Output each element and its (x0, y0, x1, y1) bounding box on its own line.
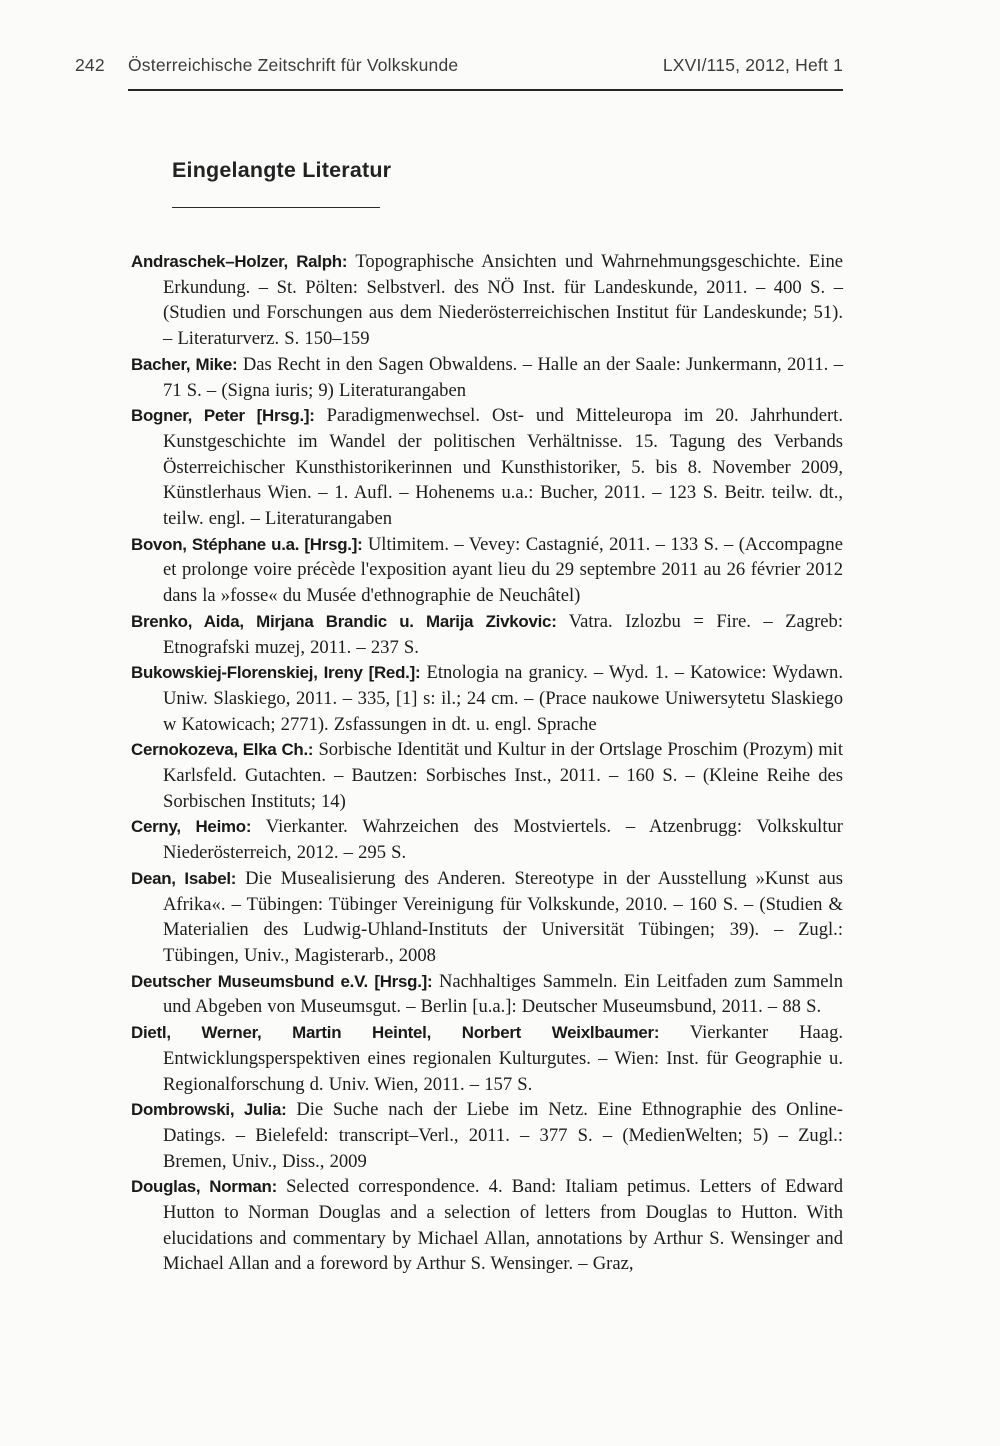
entry-text: Etnologia na granicy. – Wyd. 1. – Katowice: Wydawn. Uniw. Slaskiego, 2011. – 335, [1] s: il.; 24 cm. – (Prace naukowe Uniwersytetu Slaskiego w Katowicach; 2771). Zsfassungen in dt. u. engl. Sprache (163, 662, 843, 735)
entry-author: Dombrowski, Julia: (131, 1100, 287, 1120)
entry-author: Deutscher Museumsbund e.V. [Hrsg.]: (131, 971, 433, 991)
bibliography-entry (131, 866, 843, 969)
bibliography-entry (131, 352, 843, 403)
bibliography-entry (131, 969, 843, 1020)
entry-text: Sorbische Identität und Kultur in der Ortslage Proschim (Prozym) mit Karlsfeld. Gutachten. – Bautzen: Sorbisches Inst., 2011. – 160 S. – (Kleine Reihe des Sorbischen Instituts; 14) (163, 739, 844, 812)
bibliography-entry (131, 249, 843, 352)
entry-text: Vierkanter. Wahrzeichen des Mostviertels. – Atzenbrugg: Volkskultur Niederösterreich, 2012. – 295 S. (163, 816, 843, 864)
bibliography-entry (131, 1020, 843, 1097)
entry-author: Dean, Isabel: (131, 868, 237, 888)
bibliography-entry (131, 403, 843, 532)
entry-author: Andraschek–Holzer, Ralph: (131, 252, 348, 271)
bibliography-entries (131, 249, 843, 1277)
bibliography-entry (131, 814, 843, 865)
bibliography-entry (131, 737, 843, 814)
bibliography-entry (131, 609, 843, 660)
entry-text: Das Recht in den Sagen Obwaldens. – Halle an der Saale: Junkermann, 2011. – 71 S. – (Signa iuris; 9) Literaturangaben (163, 353, 843, 401)
entry-text: Topographische Ansichten und Wahrnehmungsgeschichte. Eine Erkundung. – St. Pölten: Selbstverl. des NÖ Inst. für Landeskunde, 2011. – 400 S. – (Studien und Forschungen aus dem Niederösterreichischen Institut für Landeskunde; 51). – Literaturverz. S. 150–159 (163, 251, 843, 350)
page-number: 242 (75, 55, 105, 75)
entry-author: Cernokozeva, Elka Ch.: (131, 740, 314, 760)
issue-info: LXVI/115, 2012, Heft 1 (662, 55, 843, 75)
section-title-underline (172, 207, 380, 208)
entry-author: Bacher, Mike: (131, 354, 238, 374)
entry-author: Bovon, Stéphane u.a. [Hrsg.]: (131, 534, 363, 554)
entry-text: Ultimitem. – Vevey: Castagnié, 2011. – 133 S. – (Accompagne et prolonge voire précède l'exposition ayant lieu du 29 septembre 2011 au 26 février 2012 dans la »fosse« du Musée d'ethnographie de Neuchâtel) (163, 533, 843, 607)
entry-text: Die Suche nach der Liebe im Netz. Eine Ethnographie des Online-Datings. – Bielefeld: transcript–Verl., 2011. – 377 S. – (MedienWelten; 5) – Zugl.: Bremen, Univ., Diss., 2009 (163, 1099, 843, 1172)
entry-text: Paradigmenwechsel. Ost- und Mitteleuropa im 20. Jahrhundert. Kunstgeschichte im Wandel der politischen Verhältnisse. 15. Tagung des Verbands Österreichischer Kunsthistorikerinnen und Kunsthistoriker, 5. bis 8. November 2009, Künstlerhaus Wien. – 1. Aufl. – Hohenems u.a.: Bucher, 2011. – 123 S. Beitr. teilw. dt., teilw. engl. – Literaturangaben (163, 405, 843, 530)
entry-author: Bukowskiej-Florenskiej, Ireny [Red.]: (131, 663, 421, 683)
entry-author: Brenko, Aida, Mirjana Brandic u. Marija Zivkovic: (131, 611, 557, 631)
entry-text: Selected correspondence. 4. Band: Italiam petimus. Letters of Edward Hutton to Norman Douglas and a selection of letters from Douglas to Hutton. With elucidations and commentary by Michael Allan, annotations by Arthur S. Wensinger and Michael Allan and a foreword by Arthur S. Wensinger. – Graz, (163, 1176, 843, 1275)
bibliography-entry (131, 660, 843, 737)
header-rule (128, 89, 843, 91)
entry-text: Nachhaltiges Sammeln. Ein Leitfaden zum Sammeln und Abgeben von Museumsgut. – Berlin [u.a.]: Deutscher Museumsbund, 2011. – 88 S. (163, 970, 843, 1018)
bibliography-entry (131, 1097, 843, 1174)
entry-author: Cerny, Heimo: (131, 817, 252, 837)
bibliography-entry (131, 1174, 843, 1277)
entry-text: Vierkanter Haag. Entwicklungsperspektiven eines regionalen Kulturgutes. – Wien: Inst. für Geographie u. Regionalforschung d. Univ. Wien, 2011. – 157 S. (163, 1022, 844, 1095)
entry-author: Bogner, Peter [Hrsg.]: (131, 406, 315, 426)
journal-title: Österreichische Zeitschrift für Volkskunde (128, 55, 459, 75)
section-title: Eingelangte Literatur (172, 158, 392, 182)
entry-text: Vatra. Izlozbu = Fire. – Zagreb: Etnografski muzej, 2011. – 237 S. (163, 610, 844, 658)
entry-author: Dietl, Werner, Martin Heintel, Norbert Weixlbaumer: (131, 1023, 660, 1043)
bibliography-entry (131, 532, 843, 609)
entry-text: Die Musealisierung des Anderen. Stereotype in der Ausstellung »Kunst aus Afrika«. – Tübingen: Tübinger Vereinigung für Volkskunde, 2010. – 160 S. – (Studien & Materialien des Ludwig-Uhland-Instituts der Universität Tübingen; 39). – Zugl.: Tübingen, Univ., Magisterarb., 2008 (163, 867, 843, 966)
entry-author: Douglas, Norman: (131, 1177, 277, 1197)
running-head (75, 55, 843, 76)
